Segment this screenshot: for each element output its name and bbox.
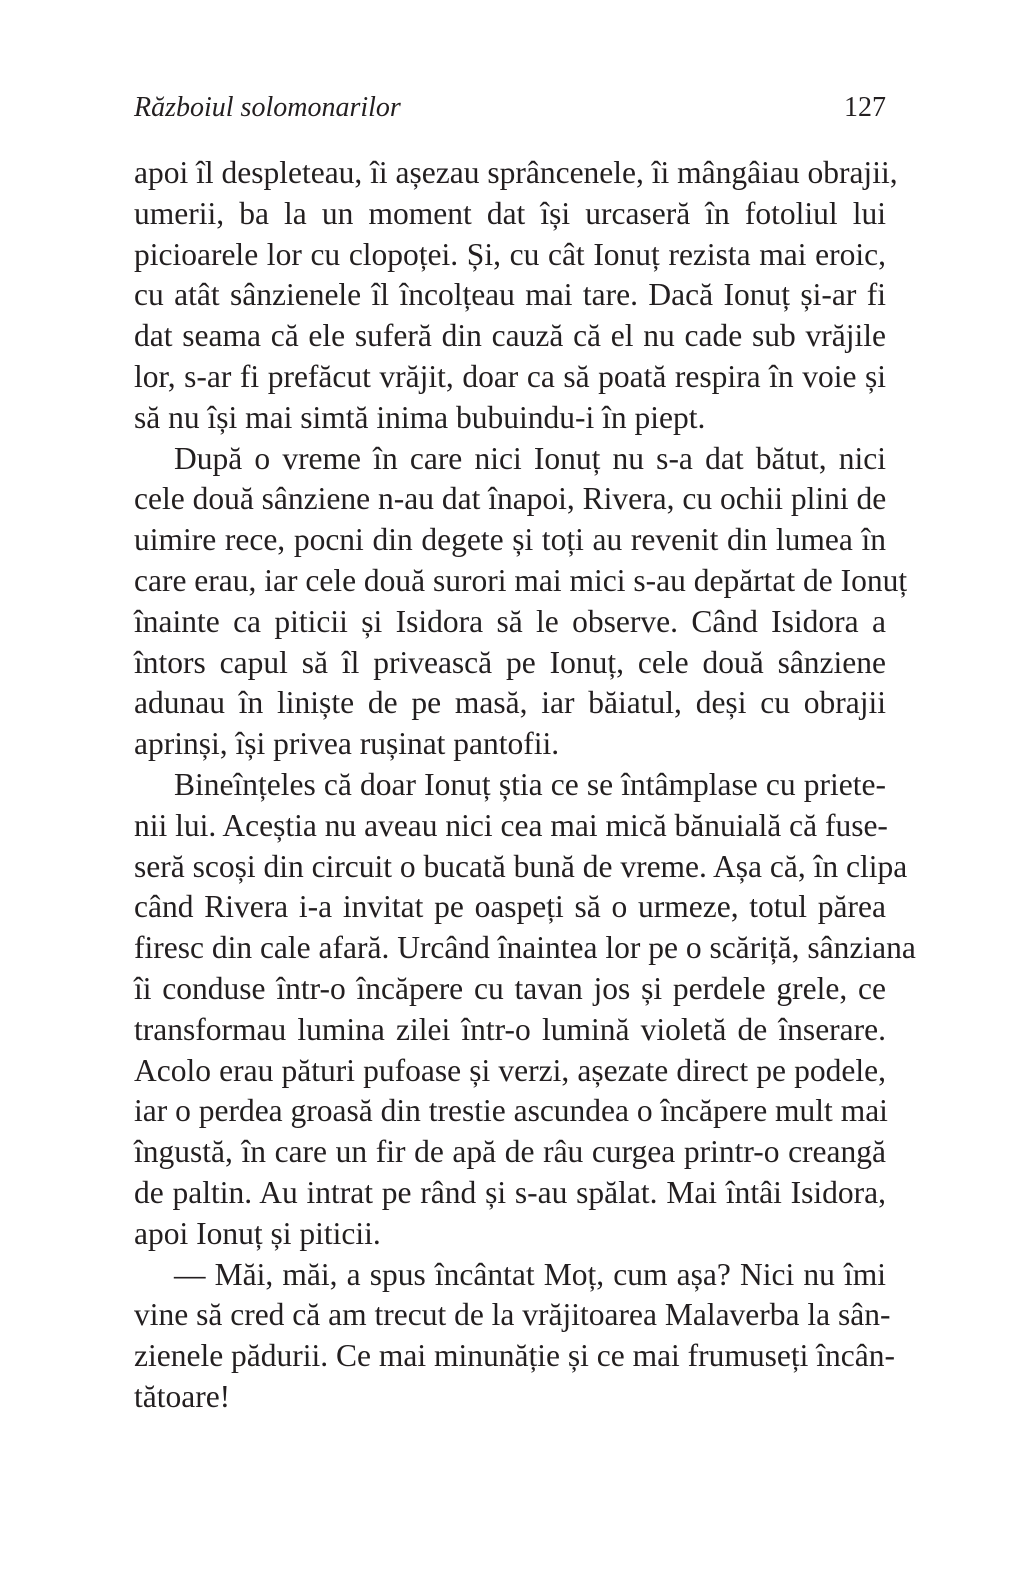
text-line: transformau lumina zilei într-o lumină violetă de înserare. xyxy=(134,1011,886,1047)
text-line: umerii, ba la un moment dat își urcaseră în fotoliul lui xyxy=(134,195,886,231)
text-line: apoi îl despleteau, îi așezau sprâncenele, îi mângâiau obrajii, xyxy=(134,155,898,190)
text-line: tătoare! xyxy=(134,1378,231,1414)
text-line: uimire rece, pocni din degete și toți au revenit din lumea în xyxy=(134,522,886,558)
text-line: iar o perdea groasă din trestie ascundea o încăpere mult mai xyxy=(134,1093,888,1129)
text-line: îi conduse într-o încăpere cu tavan jos și perdele grele, ce xyxy=(134,970,886,1006)
body-text xyxy=(134,153,916,1418)
text-line: zienele pădurii. Ce mai minunăție și ce mai frumuseți încân- xyxy=(134,1338,895,1374)
text-line: să nu își mai simtă inima bubuindu-i în piept. xyxy=(134,399,706,435)
text-line: Bineînțeles că doar Ionuț știa ce se întâmplase cu priete- xyxy=(174,766,886,802)
page-number: 127 xyxy=(844,92,886,123)
text-line: când Rivera i-a invitat pe oaspeți să o urmeze, totul părea xyxy=(134,889,886,925)
text-line: întors capul să îl privească pe Ionuț, cele două sânziene xyxy=(134,644,886,680)
text-line: adunau în liniște de pe masă, iar băiatul, deși cu obrajii xyxy=(134,685,886,721)
text-line: cele două sânziene n-au dat înapoi, Rivera, cu ochii plini de xyxy=(134,481,887,517)
running-title: Războiul solomonarilor xyxy=(134,92,401,123)
text-line: seră scoși din circuit o bucată bună de vreme. Așa că, în clipa xyxy=(134,848,908,884)
text-line: dat seama că ele suferă din cauză că el nu cade sub vrăjile xyxy=(134,318,886,354)
text-line: firesc din cale afară. Urcând înaintea lor pe o scăriță, sânziana xyxy=(134,930,916,966)
text-line: cu atât sânzienele îl încolțeau mai tare. Dacă Ionuț și-ar fi xyxy=(134,277,886,313)
text-line: aprinși, își privea rușinat pantofii. xyxy=(134,726,560,762)
text-line: nii lui. Aceștia nu aveau nici cea mai mică bănuială că fuse- xyxy=(134,807,888,843)
text-line: După o vreme în care nici Ionuț nu s-a dat bătut, nici xyxy=(174,440,886,476)
text-line: lor, s-ar fi prefăcut vrăjit, doar ca să poată respira în voie și xyxy=(134,358,886,394)
text-line: care erau, iar cele două surori mai mici s-au depărtat de Ionuț xyxy=(134,562,908,598)
text-line: îngustă, în care un fir de apă de râu curgea printr-o creangă xyxy=(134,1134,886,1170)
text-line: — Măi, măi, a spus încântat Moț, cum așa? Nici nu îmi xyxy=(174,1256,886,1292)
text-line: Acolo erau pături pufoase și verzi, așezate direct pe podele, xyxy=(134,1052,886,1088)
text-line: de paltin. Au intrat pe rând și s-au spălat. Mai întâi Isidora, xyxy=(134,1174,886,1210)
text-line: înainte ca piticii și Isidora să le observe. Când Isidora a xyxy=(134,603,886,639)
text-line: picioarele lor cu clopoței. Și, cu cât Ionuț rezista mai eroic, xyxy=(134,236,886,272)
running-head xyxy=(134,88,886,128)
text-line: apoi Ionuț și piticii. xyxy=(134,1215,381,1251)
text-line: vine să cred că am trecut de la vrăjitoarea Malaverba la sân- xyxy=(134,1297,891,1333)
